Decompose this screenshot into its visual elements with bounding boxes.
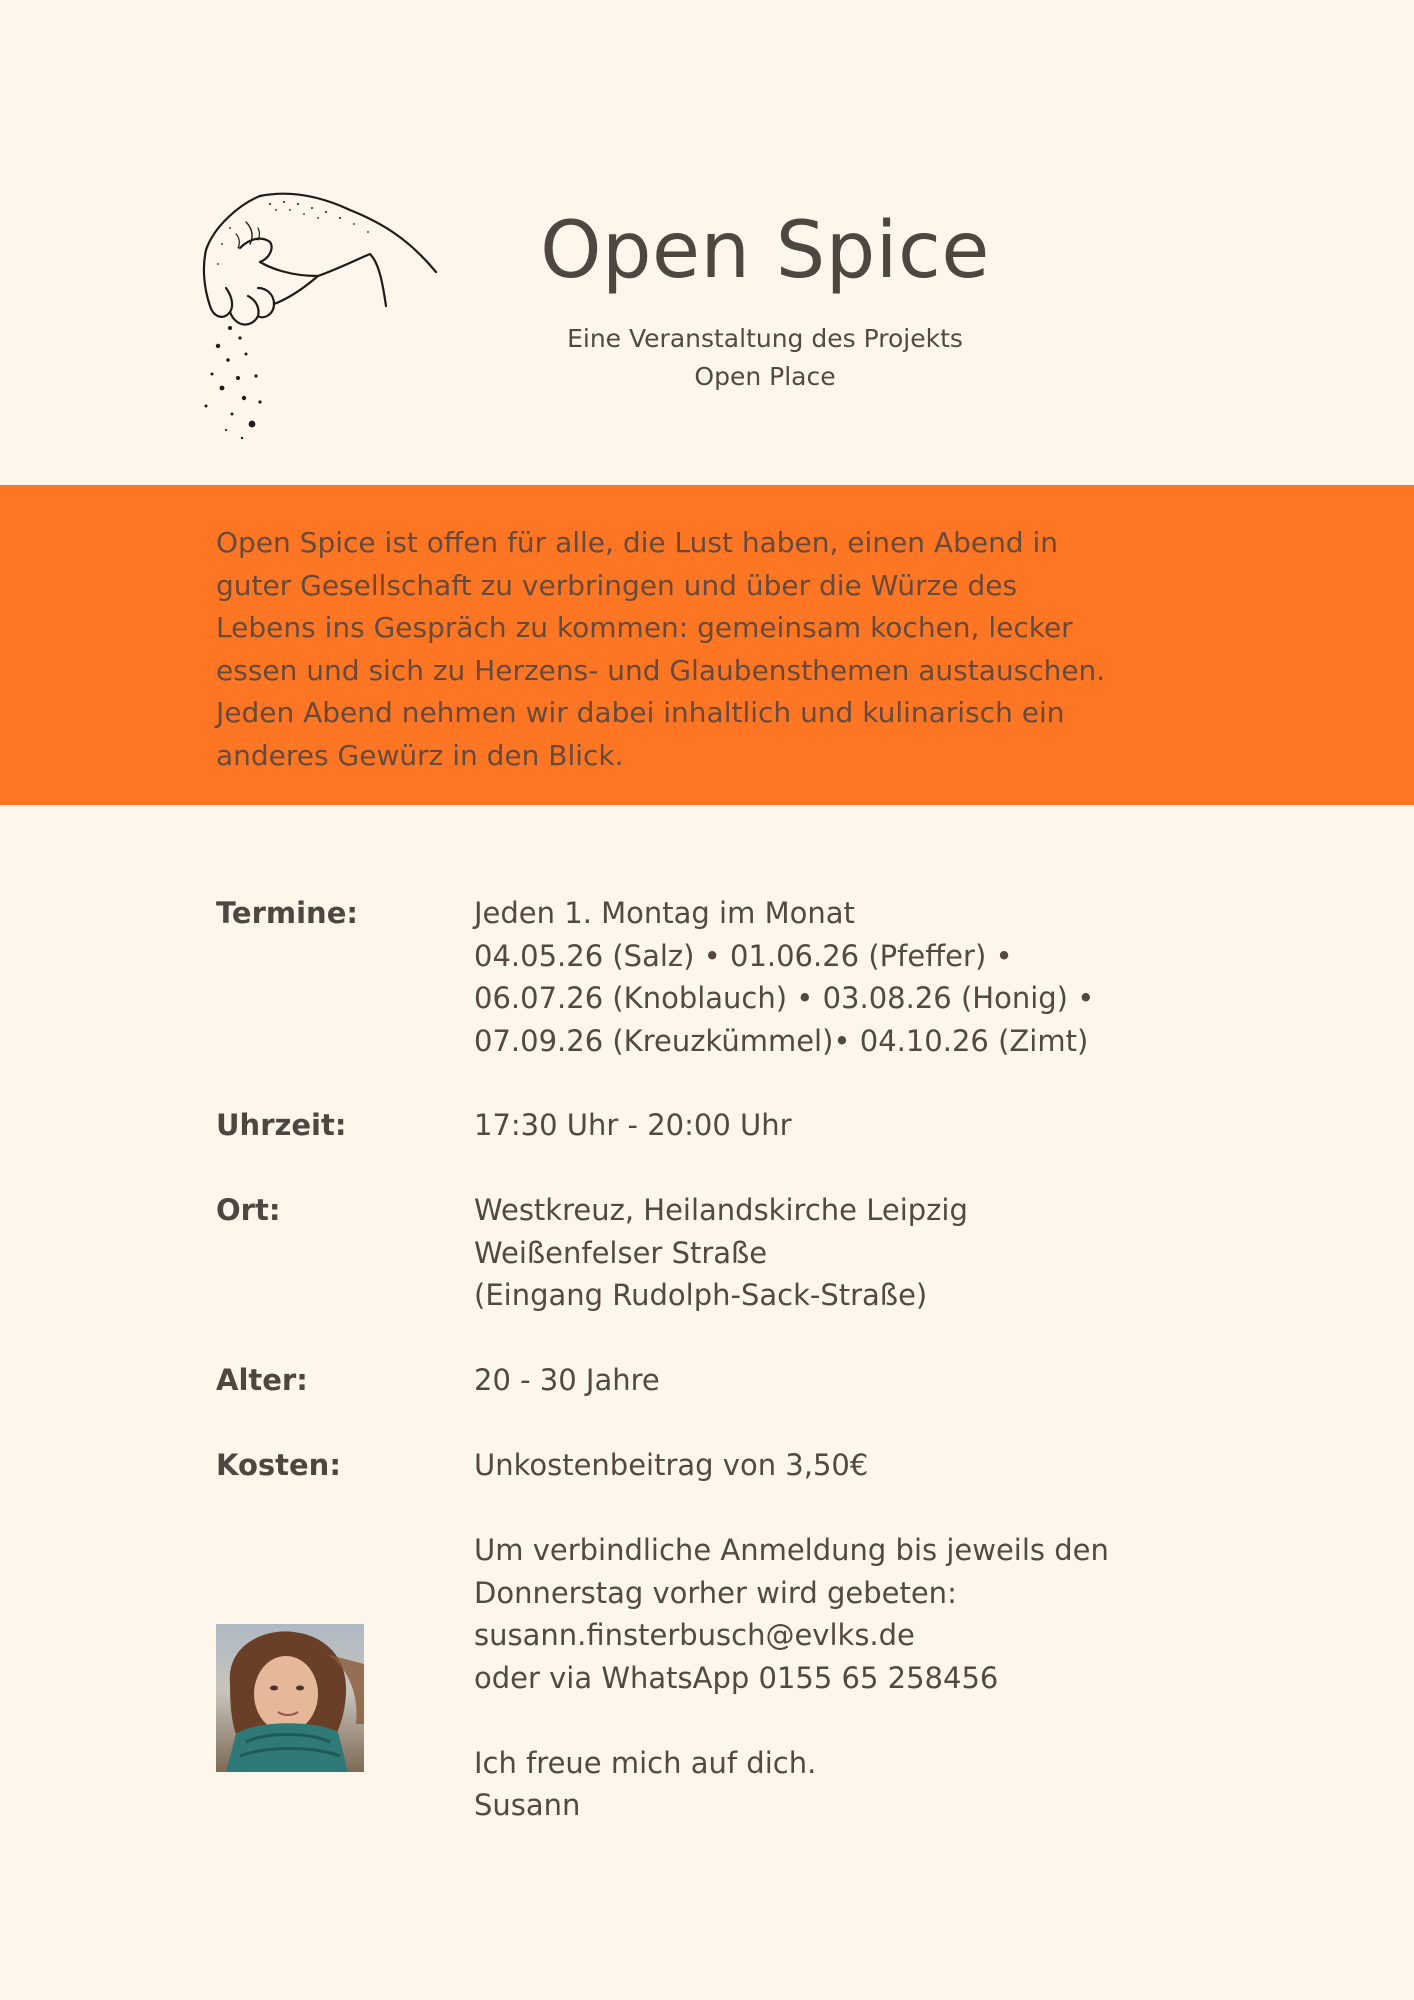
portrait-photo [216,1624,364,1772]
contact-line: Donnerstag vorher wird gebeten: [474,1575,957,1610]
portrait-illustration [216,1624,364,1772]
intro-banner [0,485,1414,805]
ort-line: (Eingang Rudolph-Sack-Straße) [474,1278,928,1312]
detail-label: Alter: [216,1363,308,1397]
detail-value [474,1104,1234,1147]
intro-line: essen und sich zu Herzens- und Glaubensthemen austauschen. [216,653,1106,687]
detail-value [474,892,1234,1062]
contact-whatsapp: oder via WhatsApp 0155 65 258456 [474,1660,999,1695]
intro-line: Open Spice ist offen für alle, die Lust haben, einen Abend in [216,526,1059,559]
termine-line: 07.09.26 (Kreuzkümmel)• 04.10.26 (Zimt) [474,1023,1089,1058]
intro-line: Lebens ins Gespräch zu kommen: gemeinsam kochen, lecker [216,611,1073,644]
kosten-value: Unkostenbeitrag von 3,50€ [474,1448,869,1482]
termine-line: Jeden 1. Montag im Monat [474,896,855,930]
detail-value [474,1444,1234,1487]
detail-value [474,1359,1234,1402]
detail-label: Uhrzeit: [216,1108,347,1142]
termine-line: 06.07.26 (Knoblauch) • 03.08.26 (Honig) • [474,981,1095,1015]
intro-line: guter Gesellschaft zu verbringen und über die Würze des [216,568,1018,602]
detail-label: Termine: [216,896,358,930]
page-title: Open Spice [540,206,990,296]
spacer [474,1699,1234,1742]
detail-label: Ort: [216,1193,281,1227]
intro-line: Jeden Abend nehmen wir dabei inhaltlich und kulinarisch ein [216,696,1065,729]
subtitle-line: Open Place [694,362,836,391]
contact-line: Um verbindliche Anmeldung bis jeweils den [474,1533,1109,1567]
alter-value: 20 - 30 Jahre [474,1363,660,1397]
detail-value [474,1189,1234,1317]
subtitle-line: Eine Veranstaltung des Projekts [567,324,963,353]
subtitle [470,320,1060,396]
intro-text [216,522,1226,777]
signature: Susann [474,1788,581,1822]
closing-line: Ich freue mich auf dich. [474,1745,817,1780]
contact-text [474,1529,1234,1827]
uhrzeit-value: 17:30 Uhr - 20:00 Uhr [474,1108,792,1142]
ort-line: Weißenfelser Straße [474,1235,768,1270]
contact-email[interactable]: susann.finsterbusch@evlks.de [474,1618,915,1652]
ort-line: Westkreuz, Heilandskirche Leipzig [474,1193,968,1227]
hand-sprinkling-spice-icon [200,188,445,446]
termine-line: 04.05.26 (Salz) • 01.06.26 (Pfeffer) • [474,938,1013,973]
intro-line: anderes Gewürz in den Blick. [216,738,624,772]
detail-label: Kosten: [216,1448,341,1482]
